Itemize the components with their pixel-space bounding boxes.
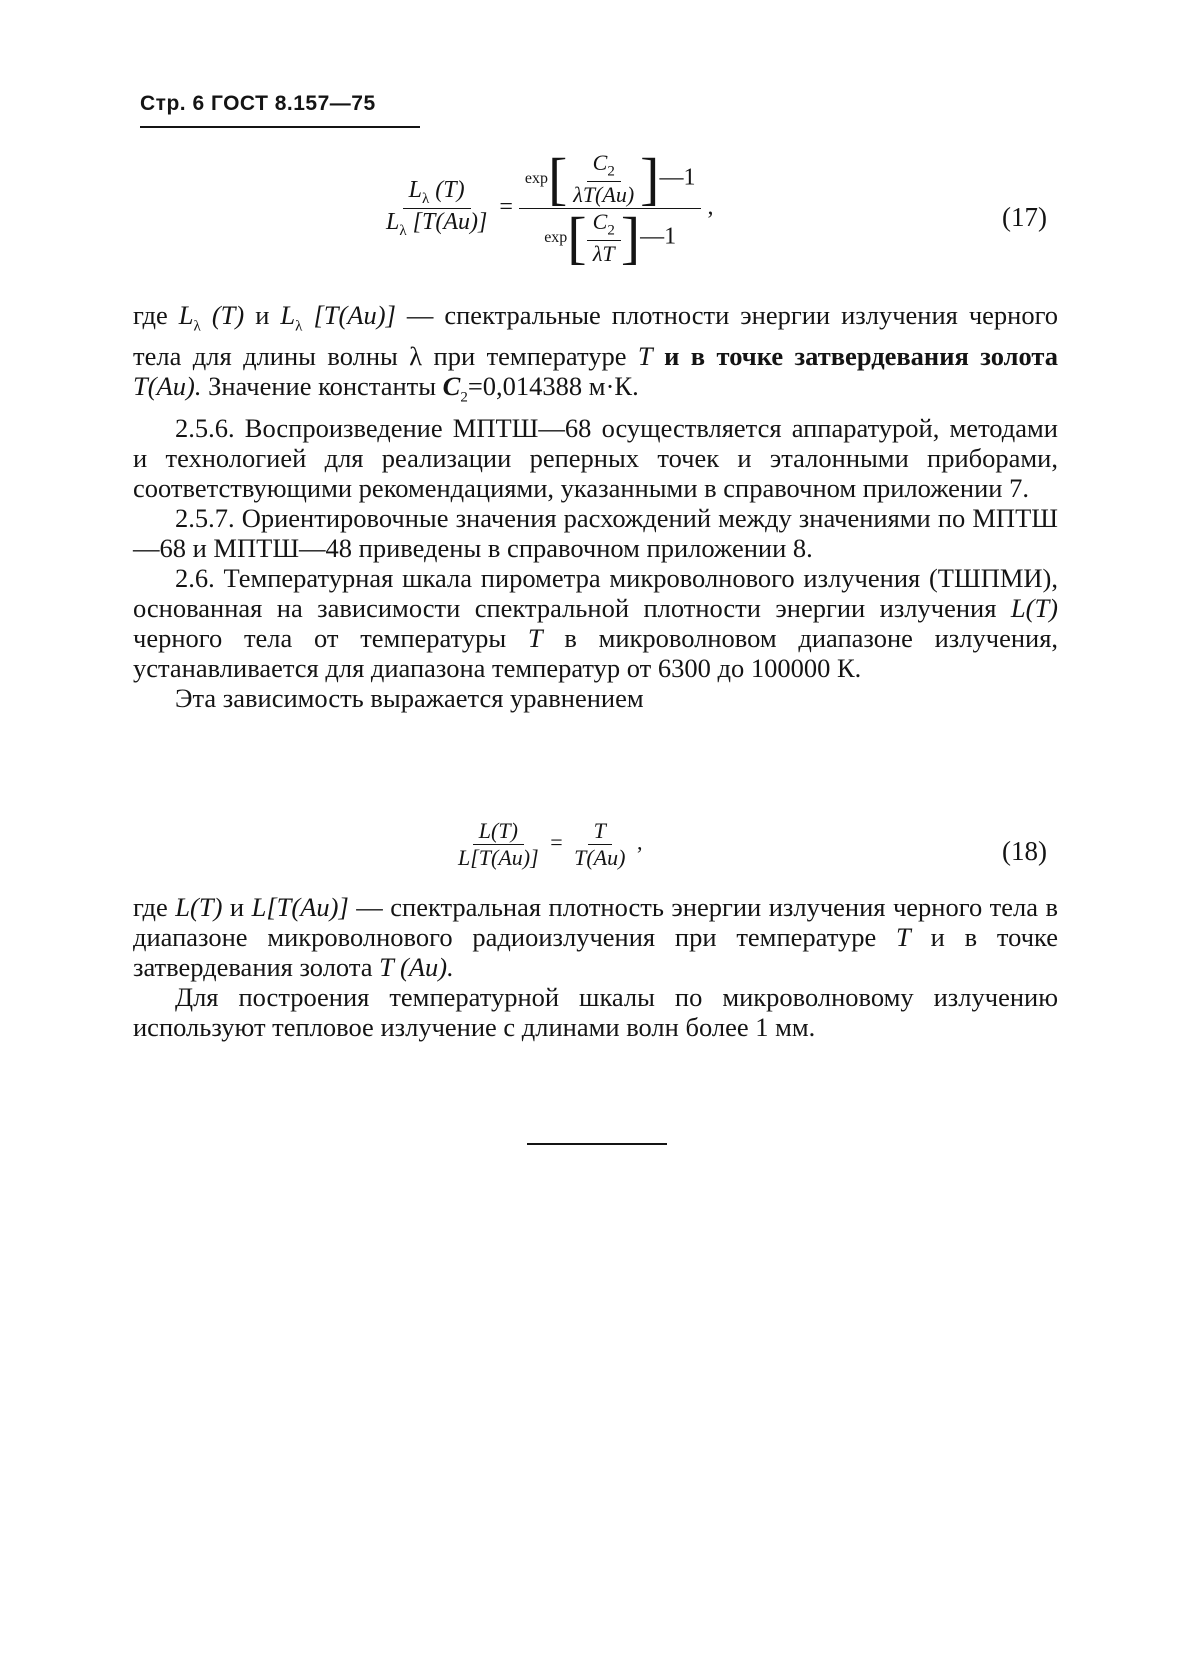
paragraph-2-5-7: 2.5.7. Ориентировочные значения расхождений между значениями по МПТШ—68 и МПТШ—48 приведены в справочном приложении 8. xyxy=(133,502,1058,563)
where-paragraph-18: где L(T) и L[T(Au)] — спектральная плотность энергии излучения черного тела в диапазоне микроволнового радиоизлучения при температуре T и в точке затвердевания золота T (Au). xyxy=(133,892,1059,982)
end-rule xyxy=(527,1143,667,1145)
formula-17-comma: , xyxy=(707,194,714,221)
formula-17 xyxy=(380,146,714,270)
paragraph-2-5-6: 2.5.6. Воспроизведение МПТШ—68 осуществляется аппаратурой, методами и технологией для реализации реперных точек и эталонными приборами, соответствующими рекомендациями, указанными в справочном приложении 7. xyxy=(133,412,1058,503)
formula-17-left-fraction: $\frac{L_\lambda (T)}{L_\lambda [T(Au)]}$ xyxy=(386,177,488,239)
paragraph-2-6: 2.6. Температурная шкала пирометра микроволнового излучения (ТШПМИ), основанная на зависимости спектральной плотности энергии излучения L(T) черного тела от температуры T в микроволновом диапазоне излучения, устанавливается для диапазона температур от 6300 до 100000 К. xyxy=(133,562,1059,683)
formula-18 xyxy=(452,818,642,871)
formula-18-right-fraction: $\frac{T}{T(Au)}$ xyxy=(574,818,626,870)
formula-18-equals: = xyxy=(550,829,563,855)
paragraph-expression-intro: Эта зависимость выражается уравнением xyxy=(175,682,644,713)
formula-18-comma: , xyxy=(636,829,643,855)
running-head: Стр. 6 ГОСТ 8.157—75 xyxy=(140,92,420,128)
formula-17-equals: = xyxy=(499,194,513,221)
text-block-2 xyxy=(133,892,1058,1042)
equation-number-17: (17) xyxy=(1002,202,1047,232)
where-paragraph-17: где $L_\lambda$ (T) и $L_\lambda$ [T(Au)] — спектральные плотности энергии излучения черного тела для длины волны λ при температуре T и в точке затвердевания золота T(Au). Значение константы $C_2=0,014388$ м·К. xyxy=(133,300,1059,406)
equation-number-18: (18) xyxy=(1002,836,1047,866)
paragraph-final: Для построения температурной шкалы по микроволновому излучению используют тепловое излучение с длинами волн более 1 мм. xyxy=(133,982,1058,1042)
formula-18-left-fraction: $\frac{L(T)}{L[T(Au)]}$ xyxy=(458,818,539,870)
text-block-1 xyxy=(133,300,1058,713)
formula-17-right-fraction: exp[ $\frac{C_2}{\lambda T(Au)}$ ]—1 exp[ $\frac{C_2}{\lambda T}$ ]—1 xyxy=(519,150,702,267)
